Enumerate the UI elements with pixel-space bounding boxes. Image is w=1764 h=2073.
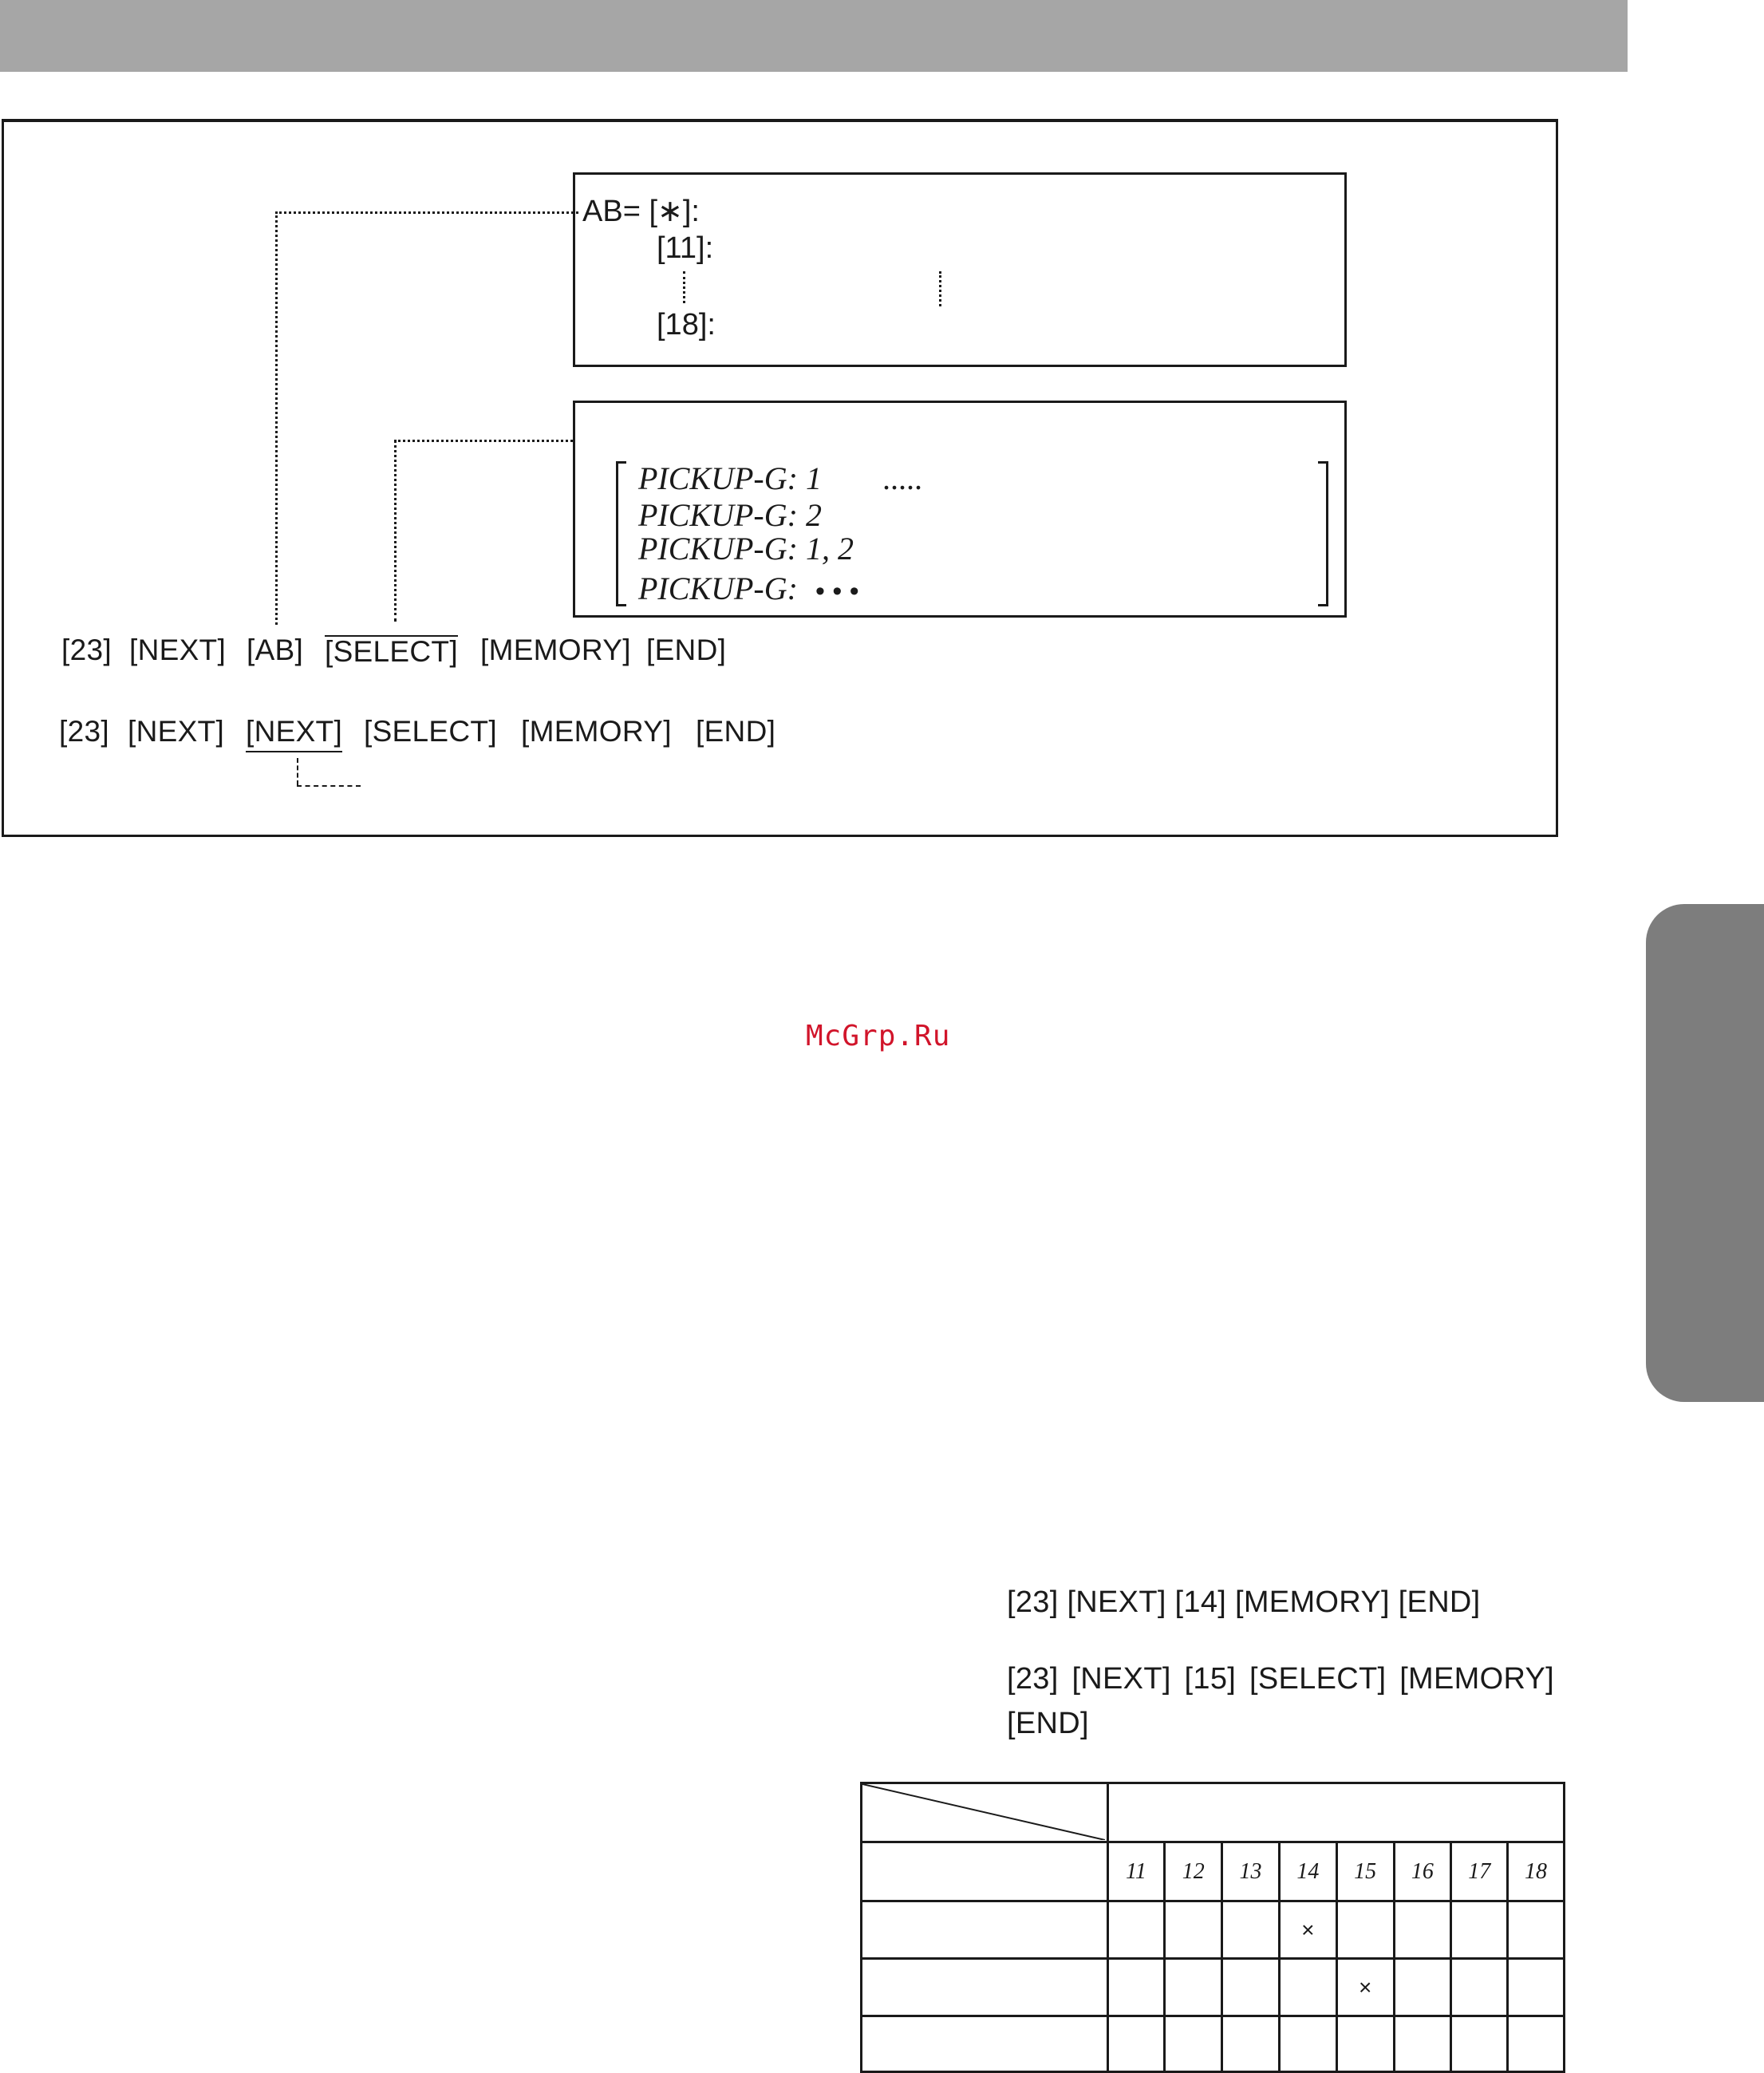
example-sequence-2-end: [END] (1007, 1707, 1089, 1740)
key-23: [23] (61, 634, 112, 666)
column-header: 11 (1107, 1842, 1165, 1901)
table-cell (1165, 2016, 1222, 2072)
display-line-ab: AB= [∗]: (582, 195, 700, 228)
table-cell: × (1336, 1959, 1394, 2016)
table-cell (1508, 1959, 1565, 2016)
column-header: 17 (1451, 1842, 1508, 1901)
pickup-bullets: • • • (815, 576, 859, 606)
key-next-underlined: [NEXT] (246, 717, 342, 752)
header-bar (0, 0, 1628, 72)
column-header: 13 (1222, 1842, 1280, 1901)
header-span-cell (1107, 1783, 1564, 1842)
table-cell (1508, 2016, 1565, 2072)
pickup-dots: ..... (883, 460, 923, 496)
settings-table (860, 1782, 1565, 2073)
leader-line (275, 211, 578, 214)
key-select: [SELECT] (364, 715, 497, 748)
table-cell (1222, 2016, 1280, 2072)
key-select: [SELECT] (325, 635, 458, 668)
leader-line (297, 785, 361, 787)
key-memory: [MEMORY] (480, 634, 631, 666)
pickup-line-3: PICKUP-G: 1, 2 (638, 531, 854, 567)
table-cell (1279, 2016, 1336, 2072)
example-sequence-1: [23] [NEXT] [14] [MEMORY] [END] (1007, 1585, 1481, 1619)
table-cell (1451, 2016, 1508, 2072)
diagonal-line (862, 1784, 1105, 1840)
key-memory: [MEMORY] (521, 715, 672, 748)
key-next: [NEXT] (129, 634, 227, 666)
pickup-line-1: PICKUP-G: 1 (638, 460, 822, 496)
table-cell (1336, 2016, 1394, 2072)
section-tab (1646, 904, 1764, 1402)
right-bracket (1318, 461, 1328, 606)
column-header: 14 (1279, 1842, 1336, 1901)
leader-line (297, 758, 298, 785)
pickup-line-2: PICKUP-G: 2 (638, 497, 822, 533)
table-cell (1279, 1959, 1336, 2016)
row-label-cell (862, 2016, 1108, 2072)
key-end: [END] (646, 634, 727, 666)
pickup-line-4: PICKUP-G: (638, 571, 798, 606)
table-cell: × (1279, 1901, 1336, 1959)
table-cell (1451, 1901, 1508, 1959)
ellipsis-dots (683, 271, 685, 303)
ellipsis-dots (939, 271, 941, 306)
table-cell (1107, 2016, 1165, 2072)
row-label-cell (862, 1842, 1108, 1901)
left-bracket (616, 461, 626, 606)
table-cell (1394, 1901, 1451, 1959)
key-next: [NEXT] (128, 715, 225, 748)
key-23: [23] (59, 715, 109, 748)
key-ab: [AB] (247, 634, 304, 666)
table-cell (1222, 1959, 1280, 2016)
column-header: 15 (1336, 1842, 1394, 1901)
watermark: McGrp.Ru (806, 1020, 951, 1052)
table-row (862, 1901, 1565, 1959)
table-cell (1165, 1959, 1222, 2016)
row-label-cell (862, 1901, 1108, 1959)
table-cell (1107, 1959, 1165, 2016)
table-cell (1394, 2016, 1451, 2072)
column-header: 16 (1394, 1842, 1451, 1901)
table-cell (1107, 1901, 1165, 1959)
key-end: [END] (696, 715, 776, 748)
row-label-cell (862, 1959, 1108, 2016)
table-cell (1336, 1901, 1394, 1959)
table-cell (1508, 1901, 1565, 1959)
table-row (862, 1959, 1565, 2016)
leader-line (394, 440, 397, 622)
leader-line (275, 211, 278, 625)
column-header: 12 (1165, 1842, 1222, 1901)
display-line-18: [18]: (657, 308, 716, 342)
leader-line (394, 440, 573, 442)
table-row (862, 2016, 1565, 2072)
example-sequence-2: [23] [NEXT] [15] [SELECT] [MEMORY] (1007, 1662, 1555, 1696)
table-cell (1394, 1959, 1451, 2016)
table-cell (1451, 1959, 1508, 2016)
corner-cell (862, 1783, 1108, 1842)
column-header: 18 (1508, 1842, 1565, 1901)
table-cell (1222, 1901, 1280, 1959)
display-line-11: [11]: (657, 231, 714, 265)
table-cell (1165, 1901, 1222, 1959)
